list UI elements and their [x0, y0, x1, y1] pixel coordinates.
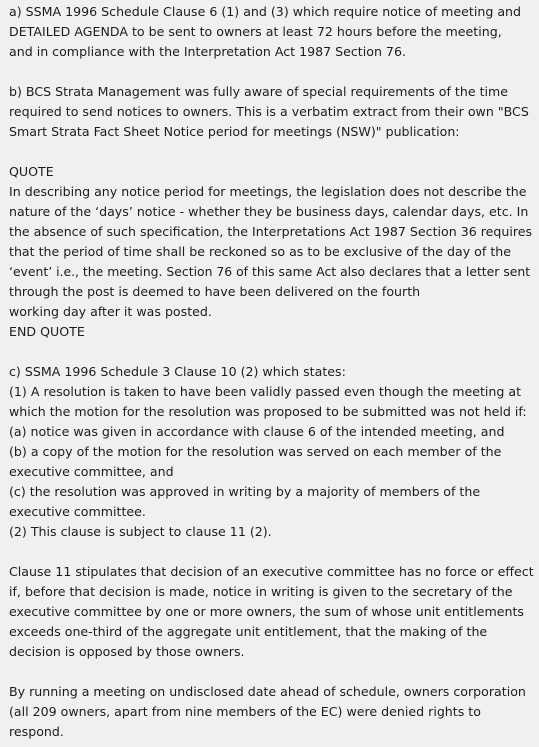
text-line: b) BCS Strata Management was fully aware of special requirements of the time: [9, 84, 509, 99]
text-line: Smart Strata Fact Sheet Notice period for meetings (NSW)" publication:: [9, 124, 460, 139]
paragraph-spacer: [9, 662, 537, 682]
text-line: working day after it was posted.: [9, 304, 212, 319]
text-line: Clause 11 stipulates that decision of an executive committee has no force or effect: [9, 564, 534, 579]
text-line: (a) notice was given in accordance with clause 6 of the intended meeting, and: [9, 424, 505, 439]
text-line: (all 209 owners, apart from nine members of the EC) were denied rights to: [9, 704, 481, 719]
text-line: By running a meeting on undisclosed date ahead of schedule, owners corporation: [9, 684, 526, 699]
paragraph-spacer: [9, 542, 537, 562]
quote-start-marker: QUOTE: [9, 164, 54, 179]
text-line: a) SSMA 1996 Schedule Clause 6 (1) and (3) which require notice of meeting and: [9, 4, 522, 19]
paragraph-conclusion: [9, 682, 537, 742]
paragraph-spacer: [9, 142, 537, 162]
text-line: and in compliance with the Interpretation Act 1987 Section 76.: [9, 44, 406, 59]
text-line: decision is opposed by those owners.: [9, 644, 245, 659]
text-line: ‘event’ i.e., the meeting. Section 76 of this same Act also declares that a letter sent: [9, 264, 531, 279]
text-line: (1) A resolution is taken to have been validly passed even though the meeting at: [9, 384, 522, 399]
text-line: (2) This clause is subject to clause 11 (2).: [9, 524, 272, 539]
text-line: c) SSMA 1996 Schedule 3 Clause 10 (2) which states:: [9, 364, 346, 379]
text-line: respond.: [9, 724, 64, 739]
paragraph-spacer: [9, 62, 537, 82]
text-line: nature of the ‘days’ notice - whether they be business days, calendar days, etc. In: [9, 204, 529, 219]
quote-end-marker: END QUOTE: [9, 324, 85, 339]
paragraph-a: [9, 2, 537, 62]
text-line: exceeds one-third of the aggregate unit entitlement, that the making of the: [9, 624, 488, 639]
text-line: through the post is deemed to have been delivered on the fourth: [9, 284, 421, 299]
text-line: if, before that decision is made, notice in writing is given to the secretary of the: [9, 584, 513, 599]
text-line: that the period of time shall be reckoned so as to be exclusive of the day of the: [9, 244, 511, 259]
text-line: which the motion for the resolution was proposed to be submitted was not held if:: [9, 404, 527, 419]
text-line: (c) the resolution was approved in writing by a majority of members of the: [9, 484, 481, 499]
text-line: executive committee.: [9, 504, 146, 519]
text-line: the absence of such specification, the Interpretations Act 1987 Section 36 requires: [9, 224, 533, 239]
text-line: In describing any notice period for meetings, the legislation does not describe the: [9, 184, 527, 199]
paragraph-c: [9, 362, 537, 542]
text-line: required to send notices to owners. This is a verbatim extract from their own "BCS: [9, 104, 529, 119]
text-line: DETAILED AGENDA to be sent to owners at least 72 hours before the meeting,: [9, 24, 502, 39]
text-line: (b) a copy of the motion for the resolution was served on each member of the: [9, 444, 502, 459]
text-line: executive committee, and: [9, 464, 174, 479]
paragraph-b: [9, 82, 537, 142]
paragraph-clause-11: [9, 562, 537, 662]
paragraph-spacer: [9, 342, 537, 362]
document-body: [9, 2, 537, 742]
quoted-extract: [9, 162, 537, 342]
text-line: executive committee by one or more owners, the sum of whose unit entitlements: [9, 604, 524, 619]
